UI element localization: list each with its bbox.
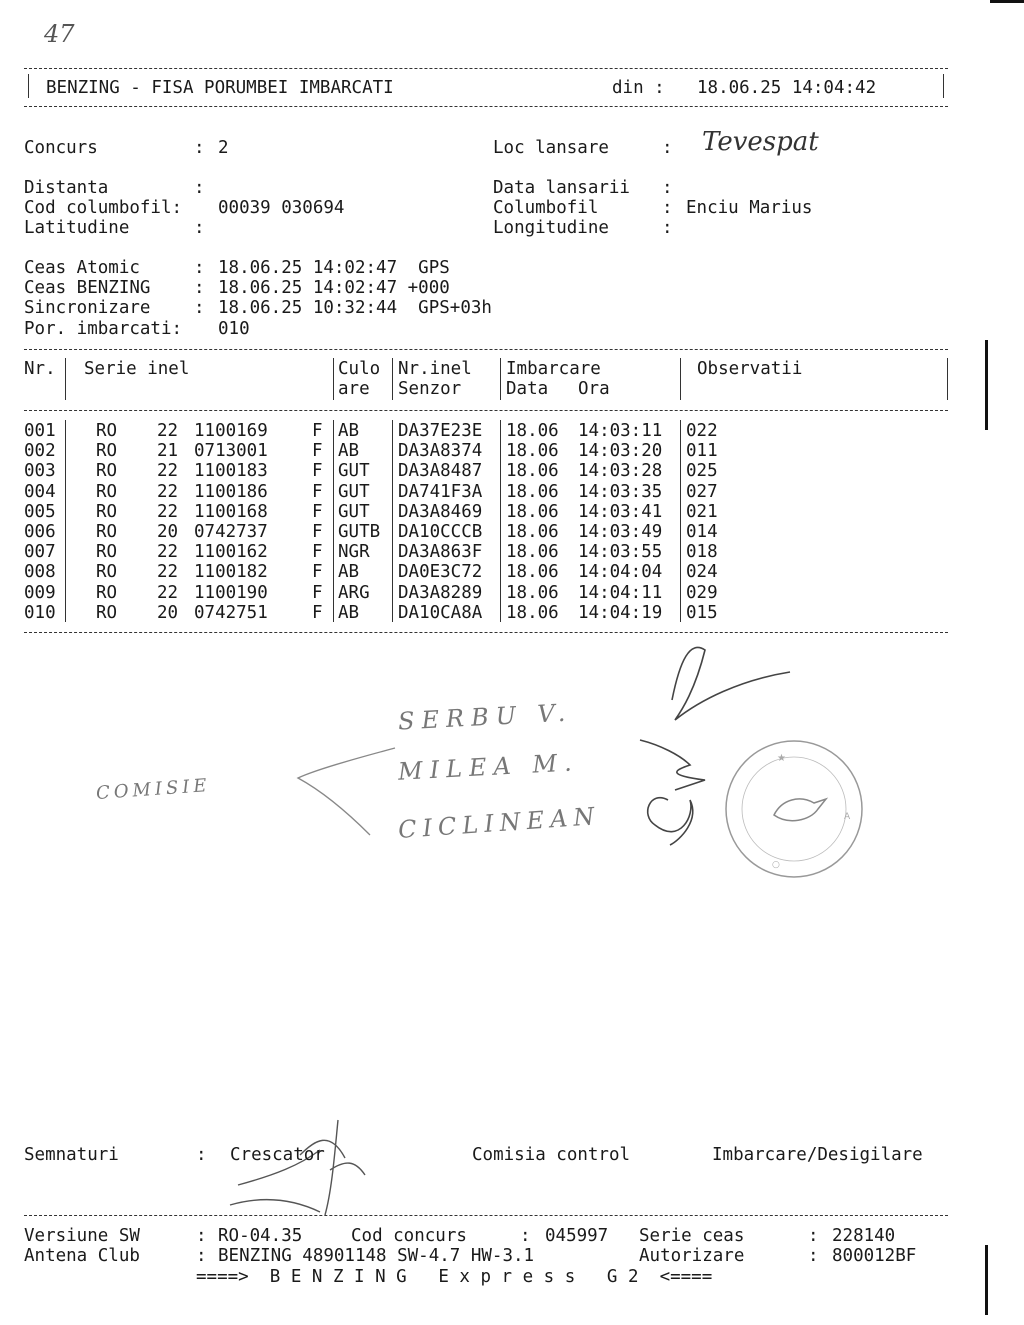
row-data: 18.06 [506, 461, 559, 482]
row-obs: 011 [686, 441, 718, 462]
row-culoare: GUT [338, 481, 370, 502]
sincronizare-value: 18.06.25 10:32:44 GPS+03h [218, 298, 492, 318]
columbofil-colon: : [662, 198, 673, 218]
row-ora: 14:03:20 [578, 441, 663, 462]
handwritten-name-1: SERBU V. [397, 698, 573, 736]
row-tara: RO [96, 582, 118, 603]
page-number: 47 [44, 20, 75, 48]
row-nr: 003 [24, 461, 56, 482]
loc-lansare-label: Loc lansare [493, 138, 609, 158]
club-stamp [722, 737, 872, 887]
row-ora: 14:03:35 [578, 481, 663, 502]
row-an: 22 [157, 481, 179, 502]
row-senzor: DA37E23E [398, 421, 483, 441]
row-culoare: AB [338, 562, 360, 583]
row-data: 18.06 [506, 481, 559, 502]
row-nr: 002 [24, 441, 56, 462]
cod-columbofil-value: 00039 030694 [218, 198, 345, 218]
row-sex: F [312, 602, 323, 623]
columbofil-value: Enciu Marius [686, 198, 813, 218]
row-senzor: DA3A8487 [398, 461, 483, 482]
row-inel: 1100186 [194, 481, 268, 502]
versiune-colon: : [196, 1226, 207, 1246]
handwritten-comisie: COMISIE [95, 775, 212, 804]
row-ora: 14:03:11 [578, 421, 663, 441]
col-header-inel-2: Senzor [398, 379, 462, 399]
row-sex: F [312, 461, 323, 482]
data-lansarii-label: Data lansarii [493, 178, 630, 198]
row-ora: 14:04:19 [578, 602, 663, 623]
autorizare-label: Autorizare [639, 1246, 745, 1266]
row-senzor: DA10CA8A [398, 602, 483, 623]
row-ora: 14:03:55 [578, 542, 663, 563]
porumbei-imbarcati-value: 010 [218, 319, 250, 339]
row-obs: 022 [686, 421, 718, 441]
cod-concurs-label: Cod concurs [351, 1226, 467, 1246]
autorizare-value: 800012BF [832, 1246, 917, 1266]
antena-club-colon: : [196, 1246, 207, 1266]
svg-text:A: A [844, 812, 851, 822]
row-culoare: AB [338, 441, 360, 462]
row-nr: 001 [24, 421, 56, 441]
row-culoare: GUT [338, 501, 370, 522]
versiune-label: Versiune SW [24, 1226, 140, 1246]
row-data: 18.06 [506, 522, 559, 542]
row-nr: 010 [24, 602, 56, 623]
col-header-culoare-1: Culo [338, 359, 381, 379]
scribble-bottom [648, 798, 693, 845]
ceas-atomic-colon: : [194, 258, 205, 278]
cod-concurs-value: 045997 [545, 1226, 609, 1246]
row-tara: RO [96, 481, 118, 502]
row-ora: 14:03:41 [578, 501, 663, 522]
row-tara: RO [96, 421, 118, 441]
row-an: 22 [157, 562, 179, 583]
col-header-culoare-2: are [338, 379, 370, 399]
loc-lansare-colon: : [662, 138, 673, 158]
row-senzor: DA3A8374 [398, 441, 483, 462]
row-culoare: AB [338, 602, 360, 623]
serie-ceas-label: Serie ceas [639, 1226, 745, 1246]
row-senzor: DA0E3C72 [398, 562, 483, 583]
row-inel: 1100182 [194, 562, 268, 583]
latitudine-label: Latitudine [24, 218, 130, 238]
row-inel: 1100183 [194, 461, 268, 482]
sincronizare-colon: : [194, 298, 205, 318]
row-data: 18.06 [506, 421, 559, 441]
row-inel: 0742737 [194, 522, 268, 542]
concurs-value: 2 [218, 138, 229, 158]
handwritten-name-3: CICLINEAN [397, 801, 602, 845]
row-culoare: ARG [338, 582, 370, 603]
row-data: 18.06 [506, 501, 559, 522]
row-an: 20 [157, 602, 179, 623]
row-data: 18.06 [506, 542, 559, 563]
row-culoare: NGR [338, 542, 370, 563]
row-obs: 021 [686, 501, 718, 522]
row-inel: 1100190 [194, 582, 268, 603]
row-tara: RO [96, 461, 118, 482]
longitudine-colon: : [662, 218, 673, 238]
row-senzor: DA3A8469 [398, 501, 483, 522]
din-value: 18.06.25 14:04:42 [697, 78, 877, 98]
row-ora: 14:04:04 [578, 562, 663, 583]
row-nr: 009 [24, 582, 56, 603]
ceas-benzing-label: Ceas BENZING [24, 278, 151, 298]
row-data: 18.06 [506, 582, 559, 603]
row-an: 22 [157, 582, 179, 603]
col-header-observatii: Observatii [697, 359, 803, 379]
row-ora: 14:04:11 [578, 582, 663, 603]
row-culoare: GUTB [338, 522, 381, 542]
columbofil-label: Columbofil [493, 198, 599, 218]
row-sex: F [312, 441, 323, 462]
porumbei-imbarcati-label: Por. imbarcati: [24, 319, 183, 339]
row-inel: 1100162 [194, 542, 268, 563]
col-header-data: Data [506, 379, 549, 399]
distanta-label: Distanta [24, 178, 109, 198]
row-obs: 025 [686, 461, 718, 482]
document-title: BENZING - FISA PORUMBEI IMBARCATI [46, 78, 394, 98]
loc-lansare-handwritten: Tevespat [702, 127, 819, 157]
row-senzor: DA3A8289 [398, 582, 483, 603]
row-sex: F [312, 582, 323, 603]
row-nr: 006 [24, 522, 56, 542]
row-inel: 0713001 [194, 441, 268, 462]
svg-text:★: ★ [777, 753, 786, 764]
longitudine-label: Longitudine [493, 218, 609, 238]
antena-club-label: Antena Club [24, 1246, 140, 1266]
col-header-imbarcare: Imbarcare [506, 359, 601, 379]
ceas-atomic-label: Ceas Atomic [24, 258, 140, 278]
row-senzor: DA741F3A [398, 481, 483, 502]
row-an: 22 [157, 542, 179, 563]
signature-imbarcare-label: Imbarcare/Desigilare [712, 1145, 923, 1165]
row-senzor: DA3A863F [398, 542, 483, 563]
cod-concurs-colon: : [520, 1226, 531, 1246]
scribble-mid [640, 740, 705, 790]
row-obs: 024 [686, 562, 718, 583]
initials-scribble-top [672, 647, 790, 720]
benzing-express-banner: ====> B E N Z I N G E x p r e s s G 2 <==== [196, 1267, 713, 1287]
concurs-label: Concurs [24, 138, 98, 158]
col-header-serie: Serie inel [84, 359, 190, 379]
row-sex: F [312, 562, 323, 583]
row-an: 22 [157, 461, 179, 482]
row-tara: RO [96, 542, 118, 563]
row-sex: F [312, 481, 323, 502]
autorizare-colon: : [808, 1246, 819, 1266]
row-inel: 1100169 [194, 421, 268, 441]
serie-ceas-value: 228140 [832, 1226, 896, 1246]
concurs-colon: : [194, 138, 205, 158]
row-inel: 1100168 [194, 501, 268, 522]
data-lansarii-colon: : [662, 178, 673, 198]
row-nr: 008 [24, 562, 56, 583]
row-obs: 015 [686, 602, 718, 623]
row-sex: F [312, 421, 323, 441]
row-ora: 14:03:28 [578, 461, 663, 482]
handwritten-name-2: MILEA M. [397, 748, 580, 786]
distanta-colon: : [194, 178, 205, 198]
col-header-nr: Nr. [24, 359, 56, 379]
row-sex: F [312, 522, 323, 542]
serie-ceas-colon: : [808, 1226, 819, 1246]
ceas-benzing-colon: : [194, 278, 205, 298]
col-header-ora: Ora [578, 379, 610, 399]
row-data: 18.06 [506, 562, 559, 583]
row-data: 18.06 [506, 441, 559, 462]
cod-columbofil-label: Cod columbofil: [24, 198, 183, 218]
row-tara: RO [96, 522, 118, 542]
row-ora: 14:03:49 [578, 522, 663, 542]
semnaturi-label: Semnaturi [24, 1145, 119, 1165]
row-tara: RO [96, 602, 118, 623]
row-obs: 027 [686, 481, 718, 502]
row-data: 18.06 [506, 602, 559, 623]
row-nr: 005 [24, 501, 56, 522]
row-nr: 007 [24, 542, 56, 563]
row-obs: 029 [686, 582, 718, 603]
footer-rule [24, 1215, 948, 1216]
row-inel: 0742751 [194, 602, 268, 623]
row-sex: F [312, 542, 323, 563]
row-nr: 004 [24, 481, 56, 502]
row-tara: RO [96, 441, 118, 462]
bracket-arrow-shape [298, 748, 395, 835]
signature-crescator-label: Crescator [230, 1145, 325, 1165]
row-an: 21 [157, 441, 179, 462]
signature-crescator [230, 1120, 365, 1215]
row-senzor: DA10CCCB [398, 522, 483, 542]
row-culoare: GUT [338, 461, 370, 482]
row-sex: F [312, 501, 323, 522]
row-culoare: AB [338, 421, 360, 441]
din-label: din : [612, 78, 665, 98]
latitudine-colon: : [194, 218, 205, 238]
col-header-inel-1: Nr.inel [398, 359, 472, 379]
row-an: 22 [157, 421, 179, 441]
row-obs: 018 [686, 542, 718, 563]
ceas-benzing-value: 18.06.25 14:02:47 +000 [218, 278, 450, 298]
ceas-atomic-value: 18.06.25 14:02:47 GPS [218, 258, 450, 278]
row-an: 20 [157, 522, 179, 542]
svg-text:○: ○ [772, 860, 780, 870]
sincronizare-label: Sincronizare [24, 298, 151, 318]
antena-club-value: BENZING 48901148 SW-4.7 HW-3.1 [218, 1246, 535, 1266]
semnaturi-colon: : [196, 1145, 207, 1165]
signature-comisia-label: Comisia control [472, 1145, 631, 1165]
row-an: 22 [157, 501, 179, 522]
row-tara: RO [96, 562, 118, 583]
versiune-value: RO-04.35 [218, 1226, 303, 1246]
row-tara: RO [96, 501, 118, 522]
row-obs: 014 [686, 522, 718, 542]
